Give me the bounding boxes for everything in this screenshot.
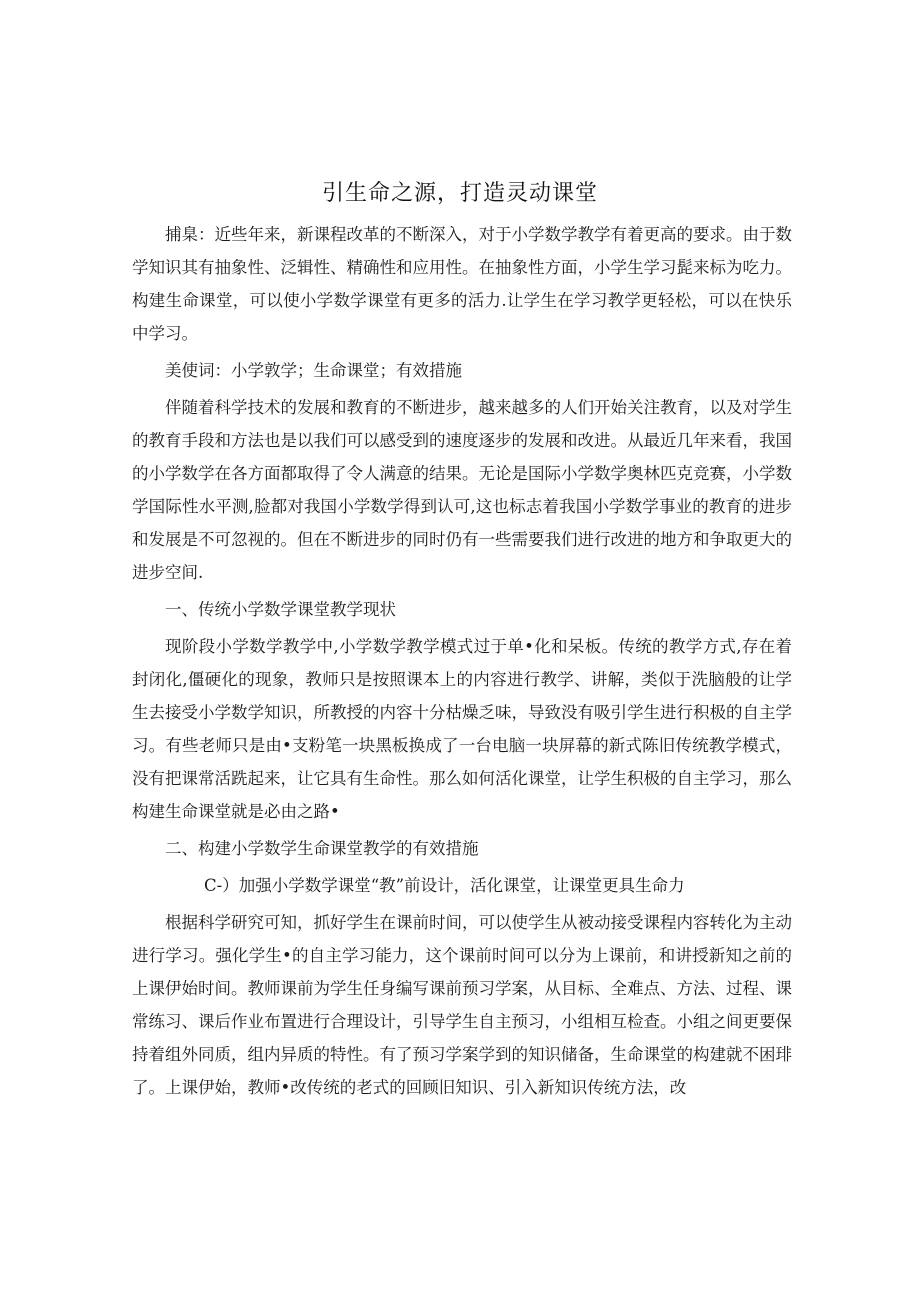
section1-heading: 一、传统小学数学课堂教学现状	[165, 600, 396, 619]
document-body	[132, 218, 792, 1104]
section2-paragraph: 根据科学研究可知，抓好学生在课前时间，可以使学生从被动接受课程内容转化为主动进行学习。强化学生•的自主学习能力，这个课前时间可以分为上课前，和讲授新知之前的上课伊始时间。教师课前为学生任身编写课前预习学案，从目标、全难点、方法、过程、课常练习、课后作业布置进行合理设计，引导学生自主预习，小组相互检查。小组之间更要保持着组外同质，组内异质的特性。有了预习学案学到的知识储备，生命课堂的构建就不困琲了。上课伊始，教师•改传统的老式的回顾旧知识、引入新知识传统方法，改	[132, 913, 792, 1097]
section2-heading: 二、构建小学数学生命课堂教学的有效措施	[165, 839, 479, 858]
document-title: 引生命之源，打造灵动课堂	[321, 181, 598, 206]
section1-paragraph: 现阶段小学数学教学中,小学数学教学模式过于单•化和呆板。传统的教学方式,存在着封闭化,僵硬化的现象，教师只是按照课本上的内容进行教学、讲解，类似于洗脑般的让学生去接受小学数学知识，所教授的内容十分枯燥乏味，导致没有吸引学生进行积极的自主学习。有些老师只是由•支粉笔一块黑板换成了一台电脑一块屏幕的新式陈旧传统教学模式，没有把课常活跣起来，让它具有生命性。那么如何活化课堂，让学生积极的自主学习，那么构建生命课堂就是必由之路•	[132, 637, 792, 821]
section2-subheading: C-）加强小学数学课堂“教”前设计，活化课堂，让课堂更具生命力	[204, 876, 685, 895]
intro-paragraph: 伴随着科学技术的发展和教育的不断进步，越来越多的人们开始关注教育，以及对学生的教育手段和方法也是以我们可以感受到的速度逐步的发展和改进。从最近几年来看，我国的小学数学在各方面都取得了令人满意的结果。无论是国际小学数学奥林匹克竞赛，小学数学国际性水平测,脸都对我国小学数学得到认可,这也标志着我国小学数学事业的教育的进步和发展是不可忽视的。但在不断进步的同时仍有一些需要我们进行改进的地方和争取更大的进步空间.	[132, 398, 792, 582]
abstract-paragraph: 捕臬：近些年来，新课程改革的不断深入，对于小学数学教学有着更高的要求。由于数学知识其有抽象性、泛辑性、精确性和应用性。在抽象性方面，小学生学习髭来标为吃力。构建生命课堂，可以使小学数学课堂有更多的活力.让学生在学习教学更轻松，可以在快乐中学习。	[132, 225, 792, 343]
keywords-line: 美使词：小学敦学；生命课堂；有效措施	[165, 361, 462, 380]
